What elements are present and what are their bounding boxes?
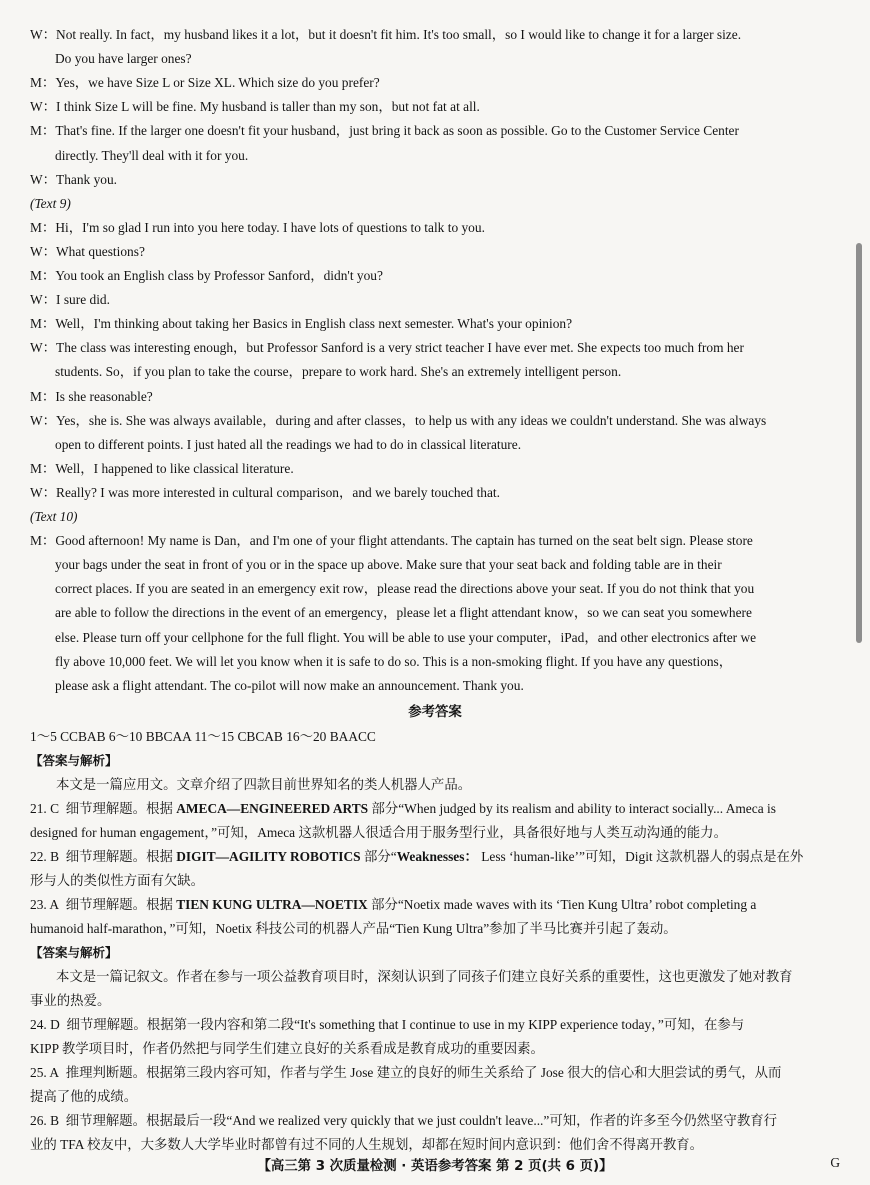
answer-26: 26. B 细节理解题。根据最后一段“And we realized very quickly that we just couldn't leave...”可知，作者的许多至今仍然坚守教育行 xyxy=(30,1113,777,1128)
scrollbar[interactable] xyxy=(856,243,862,643)
answer-21-cont: designed for human engagement，”可知，Ameca 这款机器人很适合用于服务型行业，具备很好地与人类互动沟通的能力。 xyxy=(30,825,727,840)
answer-number: 24. D xyxy=(30,1017,60,1032)
text-label: (Text 10) xyxy=(30,509,78,524)
dialogue-text: I sure did. xyxy=(56,292,110,308)
answer-22: 22. B 细节理解题。根据 DIGIT—AGILITY ROBOTICS 部分“Weaknesses： Less ‘human-like’”可知，Digit 这款机器人的弱点是在外 xyxy=(30,849,804,864)
passage-intro: 本文是一篇记叙文。作者在参与一项公益教育项目时，深刻认识到了同孩子们建立良好关系的重要性，这也更激发了她对教育 xyxy=(56,969,793,984)
passage-intro: 本文是一篇应用文。文章介绍了四款目前世界知名的类人机器人产品。 xyxy=(56,777,472,792)
dialogue-line xyxy=(30,242,842,262)
dialogue-text: I think Size L will be fine. My husband is taller than my son，but not fat at all. xyxy=(56,99,480,115)
dialogue-text: Good afternoon! My name is Dan，and I'm one of your flight attendants. The captain has turned on the seat belt sign. Please store xyxy=(55,533,753,549)
text-label: (Text 9) xyxy=(30,195,71,211)
speaker-label: M： xyxy=(30,268,56,283)
dialogue-line xyxy=(30,97,842,117)
dialogue-continuation: your bags under the seat in front of you or in the space up above. Make sure that your seat back and folding table are in their xyxy=(55,557,722,573)
dialogue-line xyxy=(30,25,842,45)
dialogue-line xyxy=(30,170,842,190)
answer-21: 21. C 细节理解题。根据 AMECA—ENGINEERED ARTS 部分“When judged by its realism and ability to interact socially... Ameca is xyxy=(30,801,776,816)
dialogue-text: Not really. In fact，my husband likes it a lot，but it doesn't fit him. It's too small，so I would like to change it for a larger size. xyxy=(56,27,742,42)
dialogue-continuation: directly. They'll deal with it for you. xyxy=(55,147,249,163)
dialogue-line xyxy=(30,314,842,334)
dialogue-text: Well，I happened to like classical literature. xyxy=(55,460,294,476)
dialogue-line xyxy=(30,338,842,358)
speaker-label: W： xyxy=(30,412,57,428)
dialogue-text: Is she reasonable? xyxy=(55,388,153,404)
dialogue-line xyxy=(30,387,842,407)
dialogue-text: Well，I'm thinking about taking her Basics in English class next semester. What's your opinion? xyxy=(55,316,573,332)
speaker-label: W： xyxy=(30,27,57,42)
speaker-label: M： xyxy=(30,123,56,139)
answer-number: 25. A xyxy=(30,1065,60,1080)
answer-23: 23. A 细节理解题。根据 TIEN KUNG ULTRA—NOETIX 部分“Noetix made waves with its ‘Tien Kung Ultra’ robot completing a xyxy=(30,897,757,912)
answer-26-cont: 业的 TFA 校友中，大多数人大学毕业时都曾有过不同的人生规划，却都在短时间内意识到：他们舍不得离开教育。 xyxy=(30,1137,704,1152)
dialogue-text: Really? I was more interested in cultural comparison，and we barely touched that. xyxy=(56,484,501,500)
dialogue-text: Yes，she is. She was always available，during and after classes，to help us with any ideas we couldn't understand. She was always xyxy=(56,412,767,428)
answer-number: 21. C xyxy=(30,801,60,816)
dialogue-text: You took an English class by Professor Sanford，didn't you? xyxy=(55,268,383,283)
speaker-label: M： xyxy=(30,219,56,235)
speaker-label: W： xyxy=(30,484,57,500)
dialogue-text: The class was interesting enough，but Professor Sanford is a very strict teacher I have ever met. She expects too much from her xyxy=(56,340,744,356)
dialogue-line xyxy=(30,121,842,141)
speaker-label: W： xyxy=(30,99,57,115)
dialogue-line xyxy=(30,483,842,503)
speaker-label: W： xyxy=(30,243,57,259)
speaker-label: W： xyxy=(30,292,57,308)
dialogue-text: That's fine. If the larger one doesn't fit your husband，just bring it back as soon as possible. Go to the Customer Service Center xyxy=(55,123,739,139)
version-letter: G xyxy=(830,1155,840,1170)
section-label: 【答案与解析】 xyxy=(30,945,118,960)
dialogue-text: What questions? xyxy=(56,243,145,259)
dialogue-line xyxy=(30,411,842,431)
answer-number: 23. A xyxy=(30,897,60,912)
answer-25-cont: 提高了他的成绩。 xyxy=(30,1089,138,1104)
dialogue-continuation: please ask a flight attendant. The co-pilot will now make an announcement. Thank you. xyxy=(55,677,524,693)
dialogue-line xyxy=(30,73,842,93)
dialogue-continuation: correct places. If you are seated in an emergency exit row，please read the directions above your seat. If you do not think that you xyxy=(55,581,755,597)
answer-24-cont: KIPP 教学项目时，作者仍然把与同学生们建立良好的关系看成是教育成功的重要因素。 xyxy=(30,1041,544,1056)
dialogue-continuation: students. So，if you plan to take the course，prepare to work hard. She's an extremely intelligent person. xyxy=(55,364,622,380)
speaker-label: M： xyxy=(30,460,56,476)
passage-intro-cont: 事业的热爱。 xyxy=(30,993,111,1008)
answer-heading: 参考答案 xyxy=(408,705,462,720)
section-label: 【答案与解析】 xyxy=(30,753,118,768)
speaker-label: M： xyxy=(30,75,56,91)
dialogue-line xyxy=(30,266,842,286)
speaker-label: M： xyxy=(30,316,56,332)
dialogue-line xyxy=(30,290,842,310)
dialogue-line xyxy=(30,531,842,551)
answer-22-cont: 形与人的类似性方面有欠缺。 xyxy=(30,873,205,888)
speaker-label: W： xyxy=(30,171,57,187)
dialogue-text: Yes，we have Size L or Size XL. Which size do you prefer? xyxy=(55,75,380,91)
dialogue-continuation: fly above 10,000 feet. We will let you know when it is safe to do so. This is a non-smoking flight. If you have any questions， xyxy=(55,653,733,669)
answer-number: 26. B xyxy=(30,1113,60,1128)
dialogue-continuation: open to different points. I just hated all the readings we had to do in classical literature. xyxy=(55,436,522,452)
page-footer: 【高三第 3 次质量检测 · 英语参考答案 第 2 页(共 6 页)】 xyxy=(257,1159,613,1174)
dialogue-line xyxy=(30,218,842,238)
dialogue-continuation: Do you have larger ones? xyxy=(55,51,192,67)
answer-23-cont: humanoid half-marathon，”可知，Noetix 科技公司的机器人产品“Tien Kung Ultra”参加了半马比赛并引起了轰动。 xyxy=(30,921,677,936)
dialogue-continuation: else. Please turn off your cellphone for the full flight. You will be able to use your computer，iPad，and other electronics after we xyxy=(55,629,757,645)
speaker-label: M： xyxy=(30,533,56,549)
dialogue-line xyxy=(30,459,842,479)
speaker-label: M： xyxy=(30,388,56,404)
answer-25: 25. A 推理判断题。根据第三段内容可知，作者与学生 Jose 建立的良好的师生关系给了 Jose 很大的信心和大胆尝试的勇气，从而 xyxy=(30,1065,782,1080)
dialogue-text: Thank you. xyxy=(56,171,118,187)
answer-24: 24. D 细节理解题。根据第一段内容和第二段“It's something that I continue to use in my KIPP experience today，”可知，在参与 xyxy=(30,1017,745,1032)
dialogue-continuation: are able to follow the directions in the event of an emergency，please let a flight attendant know，so we can seat you somewhere xyxy=(55,605,752,621)
answer-number: 22. B xyxy=(30,849,60,864)
dialogue-text: Hi，I'm so glad I run into you here today. I have lots of questions to talk to you. xyxy=(55,219,485,235)
answers-line: 1～5 CCBAB 6～10 BBCAA 11～15 CBCAB 16～20 BAACC xyxy=(30,729,376,744)
speaker-label: W： xyxy=(30,340,57,356)
